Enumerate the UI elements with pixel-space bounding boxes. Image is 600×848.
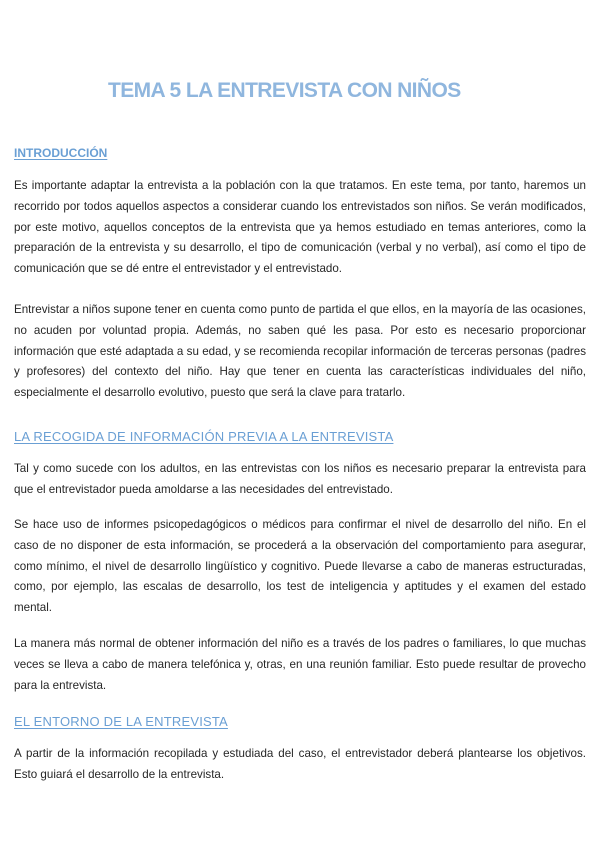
document-title: TEMA 5 LA ENTREVISTA CON NIÑOS [108, 79, 461, 102]
section-heading-introduccion: INTRODUCCIÓN [14, 146, 108, 160]
paragraph: Es importante adaptar la entrevista a la población con la que tratamos. En este tema, por tanto, haremos un recorrido por todos aquellos aspectos a considerar cuando los entrevistados son niños. Se verán modificados, por este motivo, aquellos conceptos de la entrevista que ya hemos estudiado en temas anteriores, como la preparación de la entrevista y su desarrollo, el tipo de comunicación (verbal y no verbal), así como el tipo de comunicación que se dé entre el entrevistador y el entrevistado. [14, 179, 586, 276]
section-heading-entorno-entrevista: EL ENTORNO DE LA ENTREVISTA [14, 714, 228, 729]
section-heading-recogida-informacion: LA RECOGIDA DE INFORMACIÓN PREVIA A LA ENTREVISTA [14, 429, 394, 444]
paragraph: Se hace uso de informes psicopedagógicos o médicos para confirmar el nivel de desarrollo del niño. En el caso de no disponer de esta información, se procederá a la observación del comportamiento para asegurar, como mínimo, el nivel de desarrollo lingüístico y cognitivo. Puede llevarse a cabo de maneras estructuradas, como, por ejemplo, las escalas de desarrollo, los test de inteligencia y aptitudes y el examen del estado mental. [14, 518, 586, 615]
paragraph: A partir de la información recopilada y estudiada del caso, el entrevistador deberá plantearse los objetivos. Esto guiará el desarrollo de la entrevista. [14, 747, 586, 781]
paragraph: Tal y como sucede con los adultos, en las entrevistas con los niños es necesario preparar la entrevista para que el entrevistador pueda amoldarse a las necesidades del entrevistado. [14, 462, 586, 496]
paragraph: Entrevistar a niños supone tener en cuenta como punto de partida el que ellos, en la mayoría de las ocasiones, no acuden por voluntad propia. Además, no saben qué les pasa. Por esto es necesario proporcionar información que esté adaptada a su edad, y se recomienda recopilar información de terceras personas (padres y profesores) del contexto del niño. Hay que tener en cuenta las características individuales del niño, especialmente el desarrollo evolutivo, puesto que será la clave para tratarlo. [14, 303, 586, 400]
paragraph: La manera más normal de obtener información del niño es a través de los padres o familiares, lo que muchas veces se lleva a cabo de manera telefónica y, otras, en una reunión familiar. Esto puede resultar de provecho para la entrevista. [14, 637, 586, 692]
